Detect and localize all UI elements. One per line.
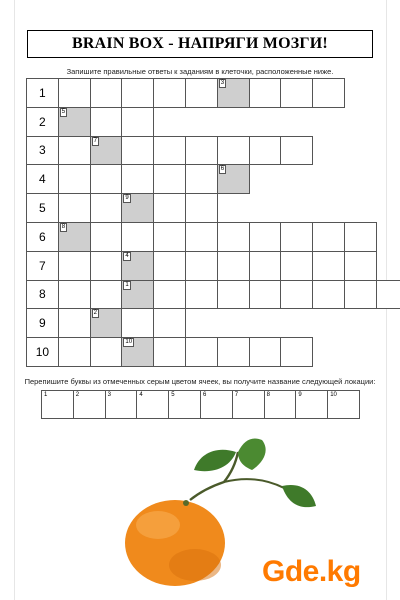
letter-cell[interactable] bbox=[249, 78, 282, 108]
letter-cell[interactable] bbox=[121, 164, 154, 194]
cell-marker-number: 5 bbox=[61, 108, 66, 115]
letter-cell[interactable] bbox=[153, 78, 186, 108]
letter-cell[interactable] bbox=[58, 280, 91, 310]
letter-cell[interactable] bbox=[280, 136, 313, 166]
letter-cell[interactable] bbox=[58, 337, 91, 367]
cell-marker-number: 6 bbox=[220, 166, 225, 173]
answer-cell-number: 7 bbox=[234, 392, 239, 398]
cell-marker-number: 8 bbox=[61, 224, 66, 230]
letter-cell[interactable] bbox=[249, 222, 282, 252]
cell-marker-number: 4 bbox=[125, 252, 129, 259]
letter-cell[interactable] bbox=[90, 337, 123, 367]
letter-cell-marked[interactable] bbox=[121, 251, 154, 281]
letter-cell-marked[interactable] bbox=[217, 78, 250, 108]
answer-cell-number: 1 bbox=[44, 392, 48, 398]
letter-cell[interactable] bbox=[280, 280, 313, 310]
letter-cell[interactable] bbox=[90, 251, 123, 281]
letter-cell[interactable] bbox=[344, 280, 377, 310]
answer-cell-number: 8 bbox=[266, 392, 270, 398]
row-label: 8 bbox=[26, 280, 59, 310]
answer-cell[interactable] bbox=[105, 390, 138, 419]
letter-cell[interactable] bbox=[185, 280, 218, 310]
letter-cell[interactable] bbox=[185, 164, 218, 194]
row-label: 6 bbox=[26, 222, 59, 252]
letter-cell[interactable] bbox=[185, 222, 218, 252]
letter-cell[interactable] bbox=[58, 308, 91, 338]
answer-cell-number: 3 bbox=[107, 392, 111, 398]
row-label: 7 bbox=[26, 251, 59, 281]
letter-cell[interactable] bbox=[280, 78, 313, 108]
letter-cell-marked[interactable] bbox=[121, 280, 154, 310]
letter-cell[interactable] bbox=[153, 222, 186, 252]
answer-cell[interactable] bbox=[200, 390, 233, 419]
letter-cell-marked[interactable] bbox=[90, 308, 123, 338]
letter-cell-marked[interactable] bbox=[121, 337, 154, 367]
cell-marker-number: 2 bbox=[93, 310, 97, 317]
cell-marker-number: 10 bbox=[125, 339, 133, 346]
letter-cell[interactable] bbox=[185, 251, 218, 281]
letter-cell[interactable] bbox=[344, 222, 377, 252]
letter-cell[interactable] bbox=[185, 78, 218, 108]
row-label: 10 bbox=[26, 337, 59, 367]
letter-cell[interactable] bbox=[280, 222, 313, 252]
letter-cell[interactable] bbox=[58, 193, 91, 223]
letter-cell[interactable] bbox=[217, 251, 250, 281]
answer-cell-number: 9 bbox=[298, 392, 302, 398]
letter-cell[interactable] bbox=[90, 164, 123, 194]
letter-cell[interactable] bbox=[185, 337, 218, 367]
letter-cell[interactable] bbox=[185, 136, 218, 166]
letter-cell[interactable] bbox=[153, 308, 186, 338]
letter-cell[interactable] bbox=[249, 337, 282, 367]
cell-marker-number: 3 bbox=[220, 80, 225, 86]
cell-marker-number: 1 bbox=[125, 281, 129, 288]
letter-cell[interactable] bbox=[90, 280, 123, 310]
answer-cell-number: 6 bbox=[203, 392, 207, 398]
letter-cell[interactable] bbox=[153, 164, 186, 194]
row-label: 5 bbox=[26, 193, 59, 223]
letter-cell[interactable] bbox=[249, 280, 282, 310]
letter-cell[interactable] bbox=[153, 337, 186, 367]
letter-cell[interactable] bbox=[58, 251, 91, 281]
letter-cell[interactable] bbox=[90, 193, 123, 223]
row-label: 2 bbox=[26, 107, 59, 137]
row-label: 4 bbox=[26, 164, 59, 194]
answer-cell[interactable] bbox=[232, 390, 265, 419]
letter-cell[interactable] bbox=[376, 280, 400, 310]
letter-cell[interactable] bbox=[121, 308, 154, 338]
answer-cell[interactable] bbox=[73, 390, 106, 419]
letter-cell[interactable] bbox=[153, 136, 186, 166]
letter-cell-marked[interactable] bbox=[58, 107, 91, 137]
letter-cell[interactable] bbox=[121, 136, 154, 166]
answer-cell-number: 2 bbox=[75, 392, 80, 398]
letter-cell[interactable] bbox=[185, 193, 218, 223]
letter-cell[interactable] bbox=[153, 193, 186, 223]
answer-cell[interactable] bbox=[136, 390, 169, 419]
letter-cell[interactable] bbox=[312, 222, 345, 252]
row-label: 3 bbox=[26, 136, 59, 166]
letter-cell[interactable] bbox=[249, 251, 282, 281]
letter-cell[interactable] bbox=[153, 280, 186, 310]
letter-cell-marked[interactable] bbox=[90, 136, 123, 166]
letter-cell[interactable] bbox=[90, 107, 123, 137]
answer-cell[interactable] bbox=[41, 390, 74, 419]
cell-marker-number: 7 bbox=[93, 137, 97, 144]
letter-cell[interactable] bbox=[280, 337, 313, 367]
letter-cell[interactable] bbox=[312, 78, 345, 108]
answer-cell[interactable] bbox=[168, 390, 201, 419]
letter-cell[interactable] bbox=[58, 136, 91, 166]
letter-cell[interactable] bbox=[217, 280, 250, 310]
instruction-bottom: Перепишите буквы из отмеченных серым цветом ячеек, вы получите название следующей локации: bbox=[24, 377, 376, 386]
letter-cell[interactable] bbox=[344, 251, 377, 281]
letter-cell-marked[interactable] bbox=[58, 222, 91, 252]
letter-cell[interactable] bbox=[90, 222, 123, 252]
letter-cell[interactable] bbox=[58, 164, 91, 194]
letter-cell[interactable] bbox=[153, 251, 186, 281]
letter-cell[interactable] bbox=[58, 78, 91, 108]
letter-cell[interactable] bbox=[312, 280, 345, 310]
page-title: BRAIN BOX - НАПРЯГИ МОЗГИ! bbox=[27, 30, 373, 58]
answer-cell[interactable] bbox=[264, 390, 297, 419]
letter-cell[interactable] bbox=[280, 251, 313, 281]
answer-cell-number: 4 bbox=[139, 392, 143, 398]
cell-marker-number: 9 bbox=[125, 195, 129, 202]
letter-cell[interactable] bbox=[121, 107, 154, 137]
answer-cell[interactable] bbox=[327, 390, 360, 419]
row-label: 9 bbox=[26, 308, 59, 338]
row-label: 1 bbox=[26, 78, 59, 108]
answer-cell-number: 5 bbox=[171, 392, 175, 398]
instruction-top: Запишите правильные ответы к заданиям в клеточки, расположенные ниже. bbox=[66, 67, 334, 76]
letter-cell[interactable] bbox=[90, 78, 123, 108]
letter-cell[interactable] bbox=[121, 78, 154, 108]
letter-cell-marked[interactable] bbox=[217, 164, 250, 194]
letter-cell[interactable] bbox=[217, 337, 250, 367]
answer-cell-number: 10 bbox=[330, 392, 337, 398]
gde-kg-logo: Gde.kg bbox=[262, 555, 361, 588]
letter-cell[interactable] bbox=[249, 136, 282, 166]
letter-cell[interactable] bbox=[217, 136, 250, 166]
letter-cell[interactable] bbox=[312, 251, 345, 281]
letter-cell[interactable] bbox=[217, 222, 250, 252]
letter-cell-marked[interactable] bbox=[121, 193, 154, 223]
letter-cell[interactable] bbox=[121, 222, 154, 252]
answer-cell[interactable] bbox=[295, 390, 328, 419]
